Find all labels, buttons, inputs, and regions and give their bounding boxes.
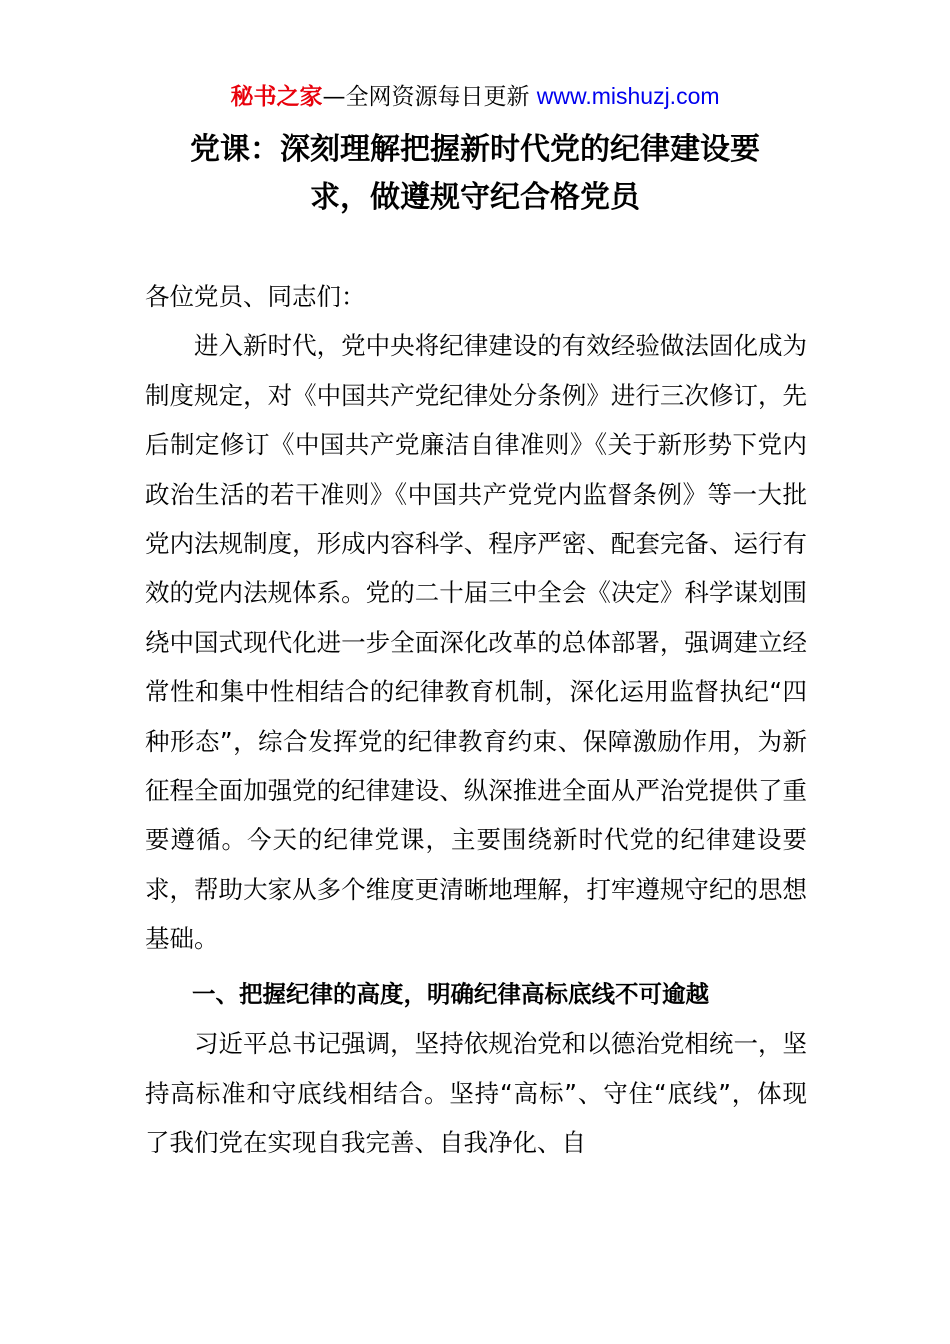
- document-body: [145, 272, 807, 1167]
- document-title: [100, 126, 850, 222]
- site-header: [0, 80, 950, 113]
- site-name: 秘书之家: [230, 84, 323, 110]
- greeting: 各位党员、同志们：: [145, 282, 366, 311]
- site-tagline: —全网资源每日更新: [322, 84, 537, 110]
- site-url-link[interactable]: www.mishuzj.com: [536, 83, 720, 109]
- title-line-1: 党课：深刻理解把握新时代党的纪律建设要: [190, 132, 760, 167]
- paragraph-1: 进入新时代，党中央将纪律建设的有效经验做法固化成为制度规定，对《中国共产党纪律处分条例》进行三次修订，先后制定修订《中国共产党廉洁自律准则》《关于新形势下党内政治生活的若干准则》《中国共产党党内监督条例》等一大批党内法规制度，形成内容科学、程序严密、配套完备、运行有效的党内法规体系。党的二十届三中全会《决定》科学谋划围绕中国式现代化进一步全面深化改革的总体部署，强调建立经常性和集中性相结合的纪律教育机制，深化运用监督执纪“四种形态”，综合发挥党的纪律教育约束、保障激励作用，为新征程全面加强党的纪律建设、纵深推进全面从严治党提供了重要遵循。今天的纪律党课，主要围绕新时代党的纪律建设要求，帮助大家从多个维度更清晰地理解，打牢遵规守纪的思想基础。: [145, 331, 807, 954]
- paragraph-2: 习近平总书记强调，坚持依规治党和以德治党相统一，坚持高标准和守底线相结合。坚持“高标”、守住“底线”，体现了我们党在实现自我完善、自我净化、自: [145, 1029, 807, 1157]
- section-1-heading: 一、把握纪律的高度，明确纪律高标底线不可逾越: [192, 979, 709, 1008]
- title-line-2: 求，做遵规守纪合格党员: [310, 180, 640, 215]
